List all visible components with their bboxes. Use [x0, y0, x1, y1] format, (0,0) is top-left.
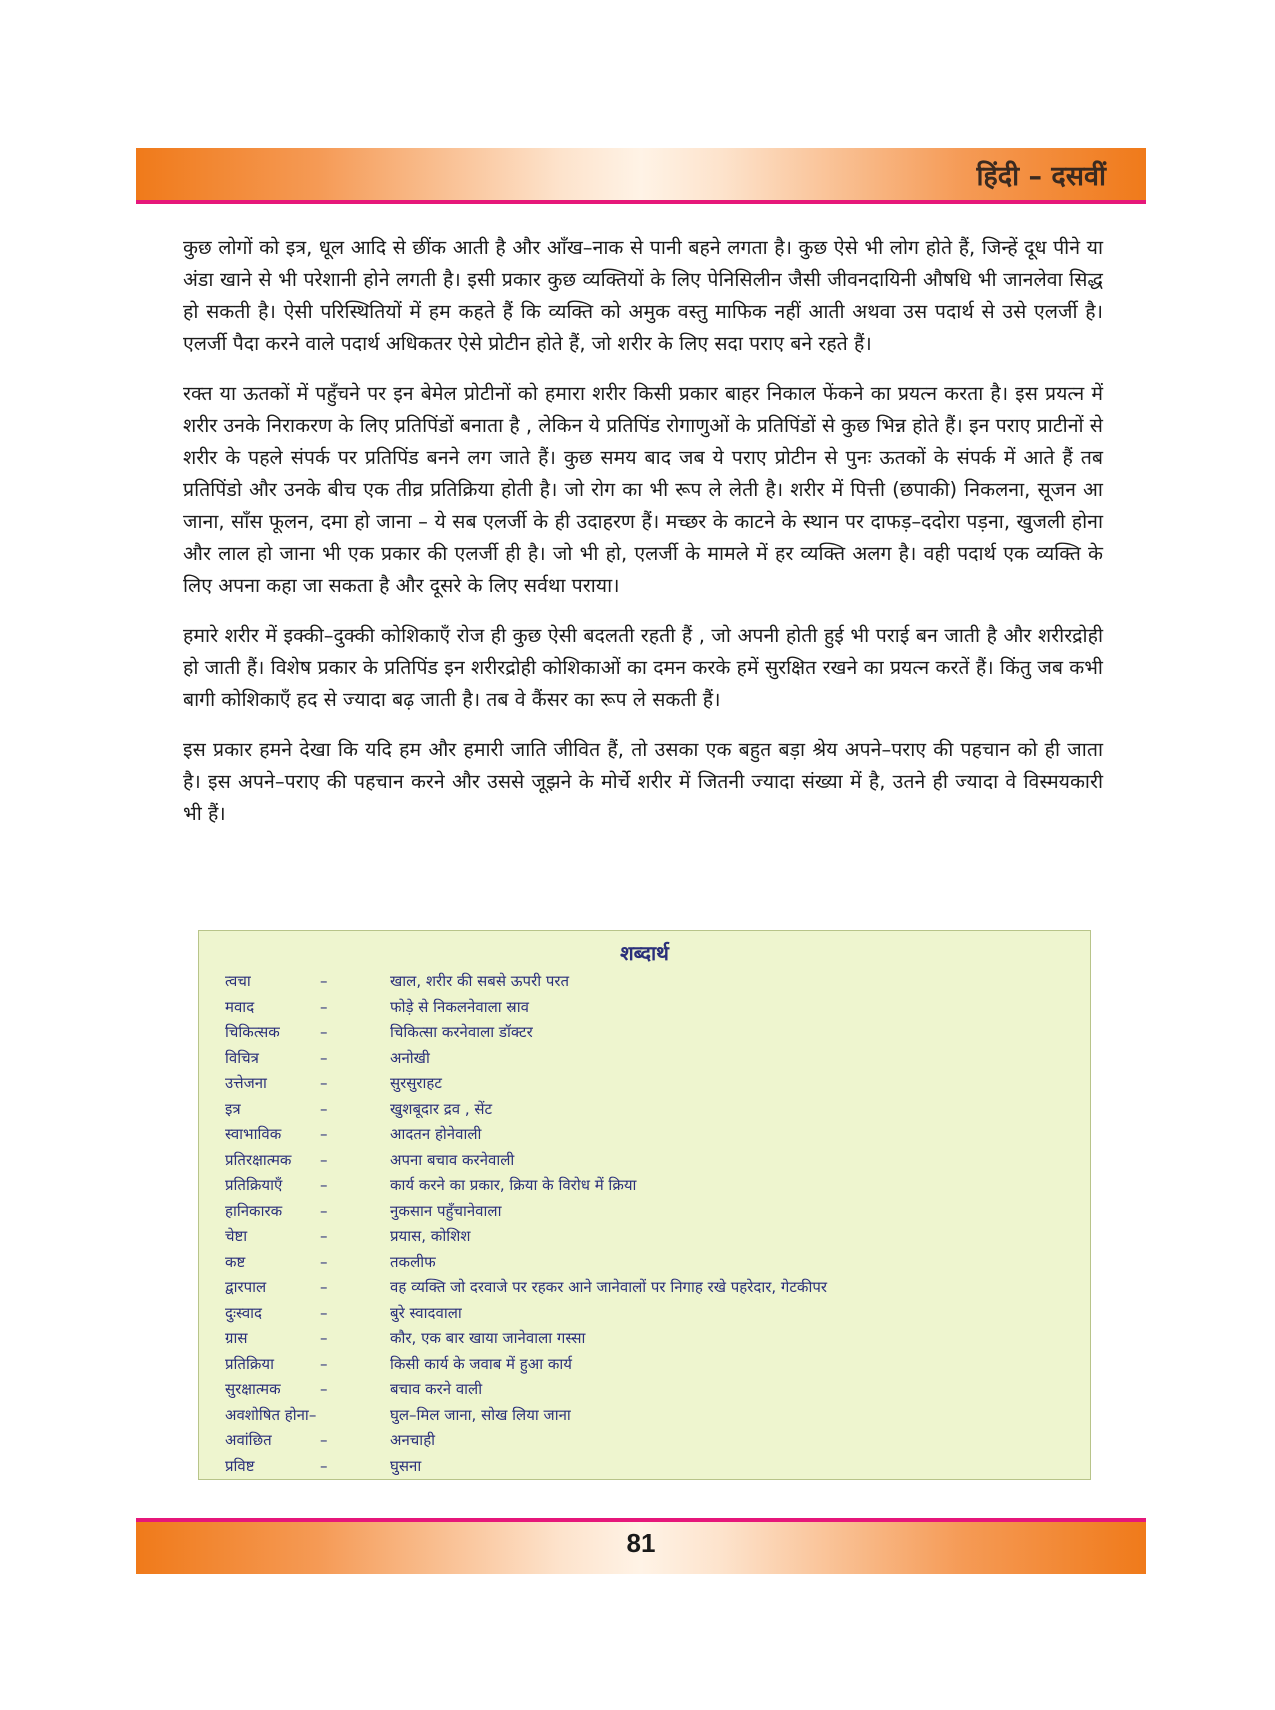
glossary-term: चेष्टा [225, 1227, 248, 1245]
glossary-row [225, 1071, 1080, 1097]
glossary-term: प्रतिरक्षात्मक [225, 1150, 292, 1169]
paragraph-3: हमारे शरीर में इक्की–दुक्की कोशिकाएँ रोज ही कुछ ऐसी बदलती रहती हैं , जो अपनी होती हुई भी पराई बन जाती है और शरीरद्रोही हो जाती हैं। विशेष प्रकार के प्रतिपिंड इन शरीरद्रोही कोशिकाओं का दमन करके हमें सुरक्षित रखने का प्रयत्न करतें हैं। किंतु जब कभी बागी कोशिकाएँ हद से ज्यादा बढ़ जाती है। तब वे कैंसर का रूप ले सकती हैं। [183, 624, 1103, 711]
glossary-meaning: बुरे स्वादवाला [390, 1303, 462, 1322]
glossary-row [225, 1173, 1080, 1199]
glossary-title: शब्दार्थ [620, 941, 669, 965]
glossary-meaning: किसी कार्य के जवाब में हुआ कार्य [390, 1354, 572, 1373]
glossary-dash: – [320, 1252, 328, 1271]
glossary-term: इत्र [225, 1099, 241, 1118]
glossary-row [225, 1148, 1080, 1174]
glossary-dash: – [320, 1354, 328, 1373]
header-divider [136, 200, 1146, 204]
glossary-meaning: प्रयास, कोशिश [390, 1227, 471, 1245]
glossary-term: प्रतिक्रियाएँ [225, 1176, 283, 1194]
glossary-meaning: खुशबूदार द्रव , सेंट [390, 1099, 493, 1118]
glossary-term: अवशोषित होना– [225, 1405, 317, 1424]
glossary-dash: – [320, 1176, 328, 1194]
glossary-dash: – [320, 1048, 328, 1067]
glossary-dash: – [320, 1074, 328, 1092]
glossary-term: प्रतिक्रिया [225, 1354, 274, 1373]
glossary-term: कष्ट [225, 1252, 246, 1271]
glossary-dash: – [320, 1125, 328, 1143]
glossary-meaning: अपना बचाव करनेवाली [390, 1150, 515, 1169]
glossary-term: हानिकारक [225, 1201, 283, 1220]
glossary-row [225, 1326, 1080, 1352]
glossary-meaning: चिकित्सा करनेवाला डॉक्टर [390, 1023, 533, 1041]
main-text [183, 232, 1103, 848]
glossary-term: अवांछित [225, 1431, 272, 1449]
glossary-meaning: कौर, एक बार खाया जानेवाला गस्सा [390, 1329, 586, 1347]
glossary-meaning: कार्य करने का प्रकार, क्रिया के विरोध में क्रिया [390, 1176, 637, 1194]
glossary-dash: – [320, 972, 328, 990]
page-header-title: हिंदी – दसवीं [976, 161, 1106, 192]
glossary-term: चिकित्सक [225, 1023, 280, 1041]
glossary-meaning: खाल, शरीर की सबसे ऊपरी परत [390, 972, 570, 990]
glossary-row [225, 1377, 1080, 1403]
glossary-dash: – [320, 1201, 328, 1220]
glossary-term: मवाद [225, 997, 255, 1016]
glossary-term: सुरक्षात्मक [225, 1380, 281, 1398]
glossary-meaning: वह व्यक्ति जो दरवाजे पर रहकर आने जानेवालों पर निगाह रखे पहरेदार, गेटकीपर [390, 1278, 827, 1296]
glossary-meaning: सुरसुराहट [390, 1074, 442, 1092]
glossary-term: त्वचा [225, 972, 251, 990]
glossary-meaning: अनचाही [390, 1431, 436, 1449]
glossary-list [225, 969, 1080, 1479]
glossary-meaning: आदतन होनेवाली [390, 1125, 482, 1143]
glossary-row [225, 1454, 1080, 1480]
glossary-meaning: घुसना [390, 1456, 422, 1475]
glossary-meaning: घुल–मिल जाना, सोख लिया जाना [390, 1405, 571, 1424]
glossary-dash: – [320, 1150, 328, 1169]
glossary-term: उत्तेजना [225, 1074, 267, 1092]
glossary-row [225, 969, 1080, 995]
glossary-term: प्रविष्ट [225, 1456, 255, 1475]
glossary-meaning: तकलीफ [390, 1252, 436, 1271]
footer-band [136, 1522, 1146, 1574]
glossary-term: विचित्र [225, 1048, 259, 1067]
glossary-dash: – [320, 1380, 328, 1398]
glossary-row [225, 995, 1080, 1021]
glossary-dash: – [320, 1099, 328, 1118]
glossary-row [225, 1301, 1080, 1327]
glossary-row [225, 1352, 1080, 1378]
glossary-row [225, 1428, 1080, 1454]
glossary-dash: – [320, 997, 328, 1016]
glossary-row [225, 1097, 1080, 1123]
paragraph-4: इस प्रकार हमने देखा कि यदि हम और हमारी जाति जीवित हैं, तो उसका एक बहुत बड़ा श्रेय अपने–पराए की पहचान को ही जाता है। इस अपने–पराए की पहचान करने और उससे जूझने के मोर्चे शरीर में जितनी ज्यादा संख्या में है, उतने ही ज्यादा वे विस्मयकारी भी हैं। [183, 738, 1103, 825]
page-number: 81 [626, 1528, 656, 1558]
glossary-dash: – [320, 1431, 328, 1449]
paragraph-2: रक्त या ऊतकों में पहुँचने पर इन बेमेल प्रोटीनों को हमारा शरीर किसी प्रकार बाहर निकाल फेंकने का प्रयत्न करता है। इस प्रयत्न में शरीर उनके निराकरण के लिए प्रतिपिंडों बनाता है , लेकिन ये प्रतिपिंड रोगाणुओं के प्रतिपिंडों से कुछ भिन्न होते हैं। इन पराए प्राटीनों से शरीर के पहले संपर्क पर प्रतिपिंड बनने लग जाते हैं। कुछ समय बाद जब ये पराए प्रोटीन से पुनः ऊतकों के संपर्क में आते हैं तब प्रतिपिंडो और उनके बीच एक तीव्र प्रतिक्रिया होती है। जो रोग का भी रूप ले लेती है। शरीर में पित्ती (छपाकी) निकलना, सूजन आ जाना, साँस फूलन, दमा हो जाना – ये सब एलर्जी के ही उदाहरण हैं। मच्छर के काटने के स्थान पर दाफड़–ददोरा पड़ना, खुजली होना और लाल हो जाना भी एक प्रकार की एलर्जी ही है। जो भी हो, एलर्जी के मामले में हर व्यक्ति अलग है। वही पदार्थ एक व्यक्ति के लिए अपना कहा जा सकता है और दूसरे के लिए सर्वथा पराया। [183, 382, 1103, 597]
glossary-row [225, 1250, 1080, 1276]
glossary-dash: – [320, 1278, 328, 1296]
glossary-term: स्वाभाविक [225, 1125, 282, 1143]
glossary-term: ग्रास [225, 1329, 248, 1347]
glossary-dash: – [320, 1227, 328, 1245]
glossary-row [225, 1122, 1080, 1148]
glossary-row [225, 1403, 1080, 1429]
glossary-row [225, 1199, 1080, 1225]
glossary-row [225, 1275, 1080, 1301]
glossary-dash: – [320, 1023, 328, 1041]
glossary-row [225, 1046, 1080, 1072]
glossary-box [198, 930, 1091, 1480]
glossary-dash: – [320, 1329, 328, 1347]
glossary-term: दुःस्वाद [225, 1303, 263, 1322]
glossary-meaning: फोड़े से निकलनेवाला स्राव [390, 997, 529, 1016]
glossary-row [225, 1020, 1080, 1046]
paragraph-1: कुछ लोगों को इत्र, धूल आदि से छींक आती है और आँख–नाक से पानी बहने लगता है। कुछ ऐसे भी लोग होते हैं, जिन्हें दूध पीने या अंडा खाने से भी परेशानी होने लगती है। इसी प्रकार कुछ व्यक्तियों के लिए पेनिसिलीन जैसी जीवनदायिनी औषधि भी जानलेवा सिद्ध हो सकती है। ऐसी परिस्थितियों में हम कहते हैं कि व्यक्ति को अमुक वस्तु माफिक नहीं आती अथवा उस पदार्थ से उसे एलर्जी है। एलर्जी पैदा करने वाले पदार्थ अधिकतर ऐसे प्रोटीन होते हैं, जो शरीर के लिए सदा पराए बने रहते हैं। [183, 236, 1103, 355]
glossary-meaning: बचाव करने वाली [390, 1380, 483, 1398]
glossary-dash: – [320, 1456, 328, 1475]
glossary-meaning: अनोखी [390, 1048, 430, 1067]
glossary-term: द्वारपाल [225, 1278, 267, 1296]
glossary-dash: – [320, 1303, 328, 1322]
glossary-meaning: नुकसान पहुँचानेवाला [390, 1201, 502, 1220]
glossary-row [225, 1224, 1080, 1250]
header-band [136, 148, 1146, 200]
